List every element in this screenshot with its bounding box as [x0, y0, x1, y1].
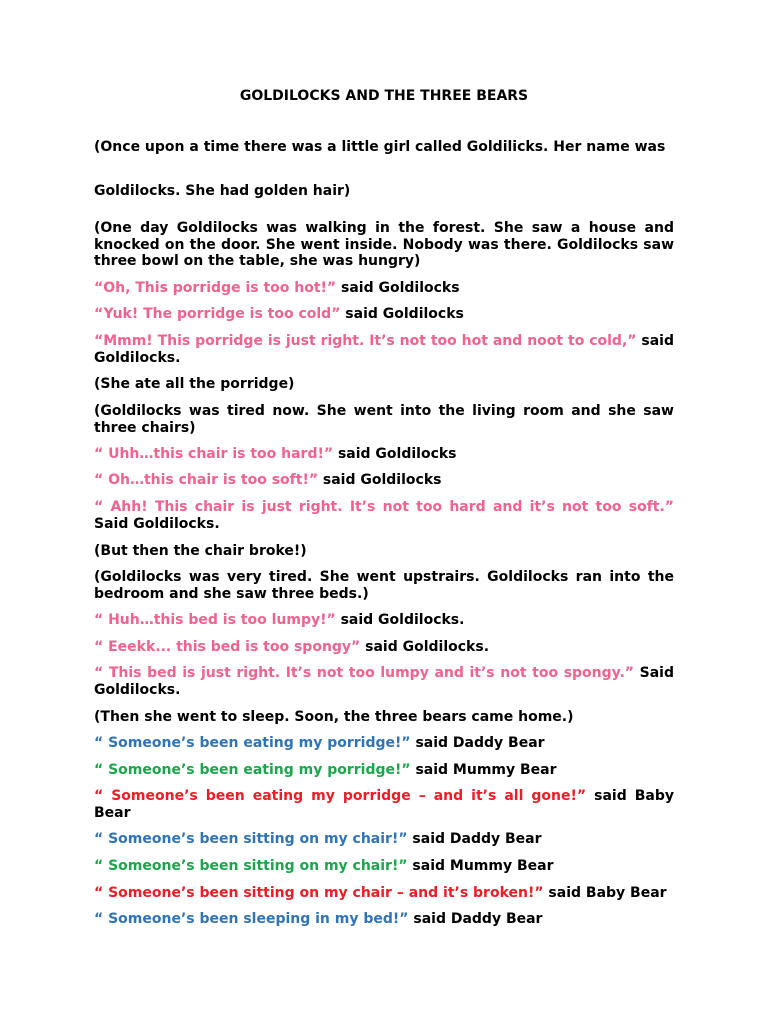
- dialogue-line: [94, 446, 674, 463]
- dialogue-line: [94, 735, 674, 752]
- narration-paragraph: (Once upon a time there was a little girl called Goldilicks. Her name was: [94, 139, 666, 155]
- speaker-tag: said Goldilocks: [340, 306, 464, 322]
- speaker-tag: said Goldilocks: [336, 280, 460, 296]
- speaker-tag: said Baby Bear: [94, 788, 674, 821]
- speaker-tag: said Goldilocks.: [360, 639, 490, 655]
- dialogue-line: [94, 499, 674, 532]
- speaker-tag: Said Goldilocks.: [94, 515, 220, 532]
- goldilocks-quote: “ This bed is just right. It’s not too lumpy and it’s not too spongy.”: [94, 665, 635, 681]
- goldilocks-quote: “ Oh…this chair is too soft!”: [94, 472, 319, 488]
- mummy-bear-quote: “ Someone’s been sitting on my chair!”: [94, 858, 408, 874]
- dialogue-line: [94, 858, 674, 875]
- speaker-tag: said Daddy Bear: [408, 911, 543, 927]
- narration-paragraph: (She ate all the porridge): [94, 376, 295, 392]
- goldilocks-quote: “ Eeekk... this bed is too spongy”: [94, 639, 361, 655]
- speaker-tag: said Baby Bear: [543, 885, 667, 901]
- goldilocks-quote: “ Uhh…this chair is too hard!”: [94, 446, 334, 462]
- daddy-bear-quote: “ Someone’s been sitting on my chair!”: [94, 831, 408, 847]
- baby-bear-quote: “ Someone’s been sitting on my chair – and it’s broken!”: [94, 885, 544, 901]
- goldilocks-quote: “Mmm! This porridge is just right. It’s not too hot and noot to cold,”: [94, 333, 637, 349]
- speaker-tag: said Goldilocks.: [335, 612, 465, 628]
- speaker-tag: Said Goldilocks.: [94, 665, 674, 698]
- dialogue-line: [94, 639, 674, 656]
- speaker-tag: said Goldilocks.: [94, 333, 674, 366]
- dialogue-line: [94, 280, 674, 297]
- narration-paragraph: (One day Goldilocks was walking in the forest. She saw a house and knocked on the door. She went inside. Nobody was there. Goldilocks saw three bowl on the table, she was hungry): [94, 220, 674, 269]
- narration-paragraph: (Goldilocks was very tired. She went upstrairs. Goldilocks ran into the bedroom and she saw three beds.): [94, 569, 674, 602]
- daddy-bear-quote: “ Someone’s been eating my porridge!”: [94, 735, 411, 751]
- dialogue-line: [94, 831, 674, 848]
- speaker-tag: said Goldilocks: [318, 472, 442, 488]
- dialogue-line: [94, 472, 674, 489]
- dialogue-line: [94, 911, 674, 928]
- speaker-tag: said Daddy Bear: [407, 831, 542, 847]
- mummy-bear-quote: “ Someone’s been eating my porridge!”: [94, 762, 411, 778]
- narration-paragraph: Goldilocks. She had golden hair): [94, 183, 351, 199]
- dialogue-line: [94, 665, 674, 698]
- goldilocks-quote: “ Ahh! This chair is just right. It’s not too hard and it’s not too soft.”: [94, 499, 674, 515]
- goldilocks-quote: “ Huh…this bed is too lumpy!”: [94, 612, 336, 628]
- dialogue-line: [94, 762, 674, 779]
- speaker-tag: said Mummy Bear: [410, 762, 557, 778]
- speaker-tag: said Mummy Bear: [407, 858, 554, 874]
- daddy-bear-quote: “ Someone’s been sleeping in my bed!”: [94, 911, 409, 927]
- narration-paragraph: (Then she went to sleep. Soon, the three bears came home.): [94, 709, 574, 725]
- dialogue-line: [94, 885, 674, 902]
- goldilocks-quote: “Yuk! The porridge is too cold”: [94, 306, 341, 322]
- dialogue-line: [94, 333, 674, 366]
- document-title: GOLDILOCKS AND THE THREE BEARS: [239, 88, 529, 104]
- speaker-tag: said Daddy Bear: [410, 735, 545, 751]
- goldilocks-quote: “Oh, This porridge is too hot!”: [94, 280, 337, 296]
- speaker-tag: said Goldilocks: [333, 446, 457, 462]
- dialogue-line: [94, 306, 674, 323]
- narration-paragraph: (Goldilocks was tired now. She went into the living room and she saw three chairs): [94, 403, 674, 436]
- narration-paragraph: (But then the chair broke!): [94, 543, 307, 559]
- dialogue-line: [94, 612, 674, 629]
- dialogue-line: [94, 788, 674, 821]
- baby-bear-quote: “ Someone’s been eating my porridge – and it’s all gone!”: [94, 788, 587, 804]
